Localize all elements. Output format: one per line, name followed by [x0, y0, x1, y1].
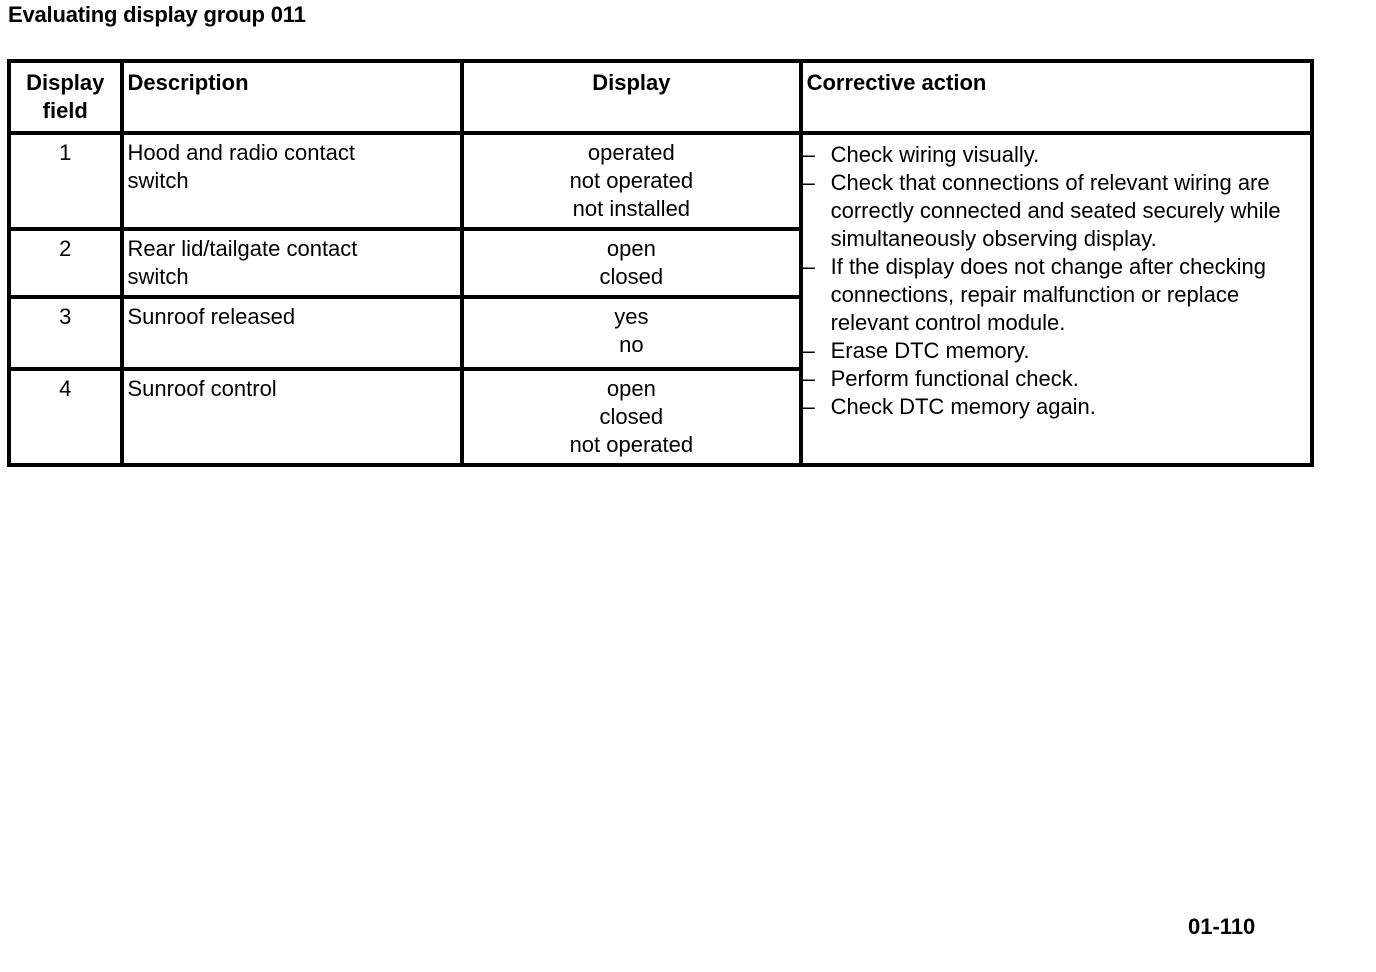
- header-display-field-line2: field: [42, 98, 88, 123]
- description-line: Hood and radio contact: [127, 140, 355, 165]
- list-item: [802, 393, 1306, 421]
- cell-display: [462, 297, 801, 369]
- cell-field: 2: [9, 229, 122, 297]
- action-text: Check that connections of relevant wiring are correctly connected and seated securely while simultaneously observing display.: [830, 170, 1281, 251]
- description-line: switch: [127, 168, 189, 193]
- action-text: If the display does not change after checking connections, repair malfunction or replace relevant control module.: [830, 254, 1267, 335]
- header-display-field: [9, 61, 122, 133]
- display-value: no: [619, 332, 644, 357]
- cell-field: 3: [9, 297, 122, 369]
- header-display: Display: [462, 61, 801, 133]
- display-value: open: [606, 236, 656, 261]
- description-line: Rear lid/tailgate contact: [127, 236, 358, 261]
- display-value: operated: [587, 140, 675, 165]
- description-line: switch: [127, 264, 189, 289]
- display-value: yes: [614, 304, 649, 329]
- page-title: Evaluating display group 011: [8, 2, 306, 27]
- cell-field: 4: [9, 369, 122, 465]
- display-value: open: [606, 376, 656, 401]
- cell-field: 1: [9, 133, 122, 229]
- header-description: Description: [122, 61, 463, 133]
- action-text: Erase DTC memory.: [830, 338, 1030, 363]
- display-value: not operated: [569, 432, 694, 457]
- table-row: [9, 133, 1312, 229]
- display-value: closed: [599, 404, 664, 429]
- dash-marker: –: [802, 142, 815, 167]
- header-display-field-line1: Display: [26, 70, 105, 95]
- description-line: Sunroof control: [127, 376, 277, 401]
- dash-marker: –: [802, 394, 815, 419]
- description-line: Sunroof released: [127, 304, 296, 329]
- cell-description: [122, 369, 463, 465]
- list-item: [802, 337, 1306, 365]
- cell-display: [462, 229, 801, 297]
- action-text: Perform functional check.: [830, 366, 1079, 391]
- action-text: Check DTC memory again.: [830, 394, 1096, 419]
- header-corrective-action: Corrective action: [801, 61, 1312, 133]
- dash-marker: –: [802, 338, 815, 363]
- cell-description: [122, 133, 463, 229]
- display-value: closed: [599, 264, 664, 289]
- action-text: Check wiring visually.: [830, 142, 1040, 167]
- cell-display: [462, 369, 801, 465]
- table-header-row: [9, 61, 1312, 133]
- dash-marker: –: [802, 366, 815, 391]
- corrective-action-list: [802, 141, 1306, 421]
- cell-description: [122, 297, 463, 369]
- page-number: 01-110: [1188, 914, 1256, 939]
- display-group-table: [7, 59, 1314, 467]
- cell-display: [462, 133, 801, 229]
- cell-corrective-action: [801, 133, 1312, 465]
- display-value: not installed: [572, 196, 691, 221]
- dash-marker: –: [802, 170, 815, 195]
- list-item: [802, 365, 1306, 393]
- list-item: [802, 141, 1306, 169]
- cell-description: [122, 229, 463, 297]
- list-item: [802, 169, 1306, 253]
- list-item: [802, 253, 1306, 337]
- display-value: not operated: [569, 168, 694, 193]
- dash-marker: –: [802, 254, 815, 279]
